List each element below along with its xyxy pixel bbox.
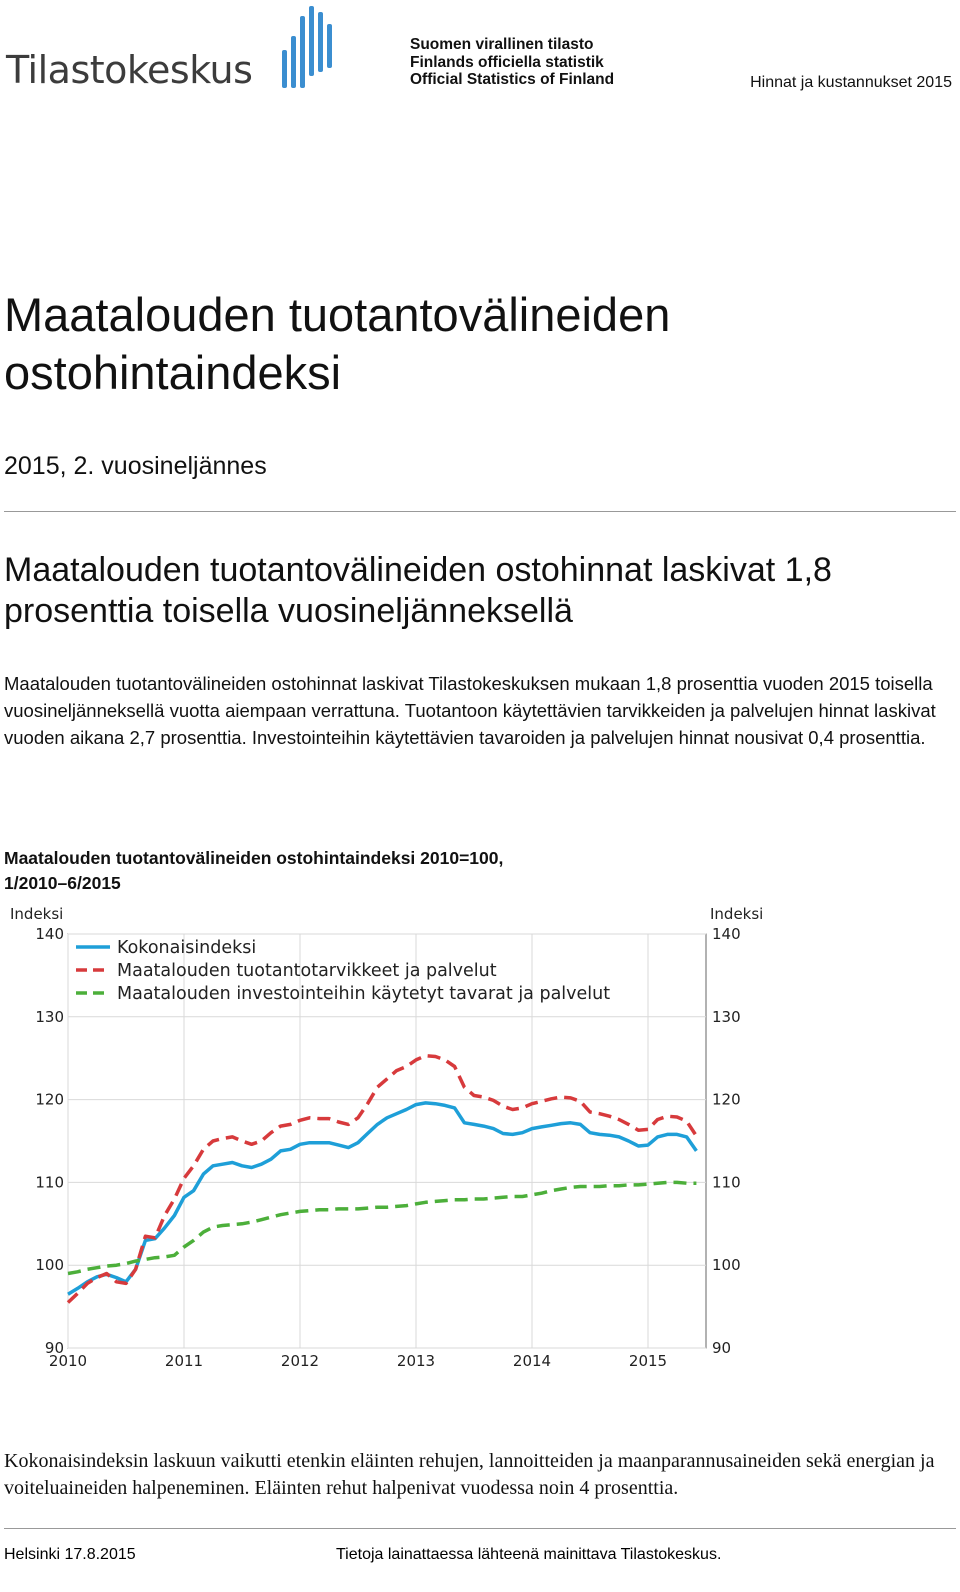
x-tick-label: 2013	[396, 1352, 436, 1370]
y-axis-label-left: Indeksi	[10, 905, 64, 923]
y-tick-label-left: 100	[35, 1256, 64, 1275]
y-tick-label-left: 110	[35, 1173, 64, 1192]
footer-citation: Tietoja lainattaessa lähteenä mainittava Tilastokeskus.	[336, 1546, 722, 1563]
lead-paragraph: Maatalouden tuotantovälineiden ostohinnat laskivat Tilastokeskuksen mukaan 1,8 prosenttia vuoden 2015 toisella vuosineljänneksellä vuotta aiempaan verrattuna. Tuotantoon käytettävien tarvikkeiden ja palvelujen hinnat laskivat vuoden aikana 2,7 prosenttia. Investointeihin käytettävien tavaroiden ja palvelujen hinnat nousivat 0,4 prosenttia.	[4, 673, 936, 748]
y-tick-label-right: 90	[712, 1339, 732, 1357]
publication-series: Hinnat ja kustannukset 2015	[750, 74, 952, 91]
footer-divider	[4, 1528, 956, 1529]
index-line-chart	[4, 900, 774, 1380]
official-line-en: Official Statistics of Finland	[410, 71, 615, 88]
logo-wordmark: Tilastokeskus	[6, 48, 253, 92]
x-tick-label: 2010	[48, 1352, 88, 1370]
official-line-sv: Finlands officiella statistik	[410, 53, 604, 71]
y-axis-label-right: Indeksi	[710, 905, 764, 923]
y-tick-label-left: 90	[44, 1339, 64, 1357]
y-tick-label-right: 100	[712, 1256, 741, 1275]
y-tick-label-left: 130	[35, 1007, 64, 1026]
reference-period: 2015, 2. vuosineljännes	[4, 452, 267, 480]
legend-label-2: Maatalouden tuotantotarvikkeet ja palvelut	[117, 961, 497, 981]
x-tick-label: 2011	[164, 1352, 204, 1370]
chart-title-line-1: Maatalouden tuotantovälineiden ostohintaindeksi 2010=100,	[4, 848, 504, 868]
legend-label-3: Maatalouden investointeihin käytetyt tavarat ja palvelut	[117, 984, 611, 1004]
chart-note: Kokonaisindeksin laskuun vaikutti etenkin eläinten rehujen, lannoitteiden ja maanparannusaineiden sekä energian ja voiteluaineiden halpeneminen. Eläinten rehut halpenivat vuodessa noin 4 prosenttia.	[4, 1450, 935, 1499]
y-tick-label-right: 110	[712, 1173, 741, 1192]
x-tick-label: 2012	[280, 1352, 320, 1370]
y-tick-label-right: 130	[712, 1007, 741, 1026]
footer-place-date: Helsinki 17.8.2015	[4, 1546, 136, 1563]
official-line-fi: Suomen virallinen tilasto	[410, 36, 594, 53]
y-tick-label-right: 140	[712, 925, 741, 943]
x-tick-label: 2014	[512, 1352, 552, 1370]
legend-label-1: Kokonaisindeksi	[117, 938, 257, 958]
y-tick-label-right: 120	[712, 1090, 741, 1109]
page-title: Maatalouden tuotantovälineiden ostohintaindeksi	[4, 288, 671, 399]
chart-title	[4, 846, 503, 896]
divider	[4, 511, 956, 512]
headline: Maatalouden tuotantovälineiden ostohinnat laskivat 1,8 prosenttia toisella vuosineljänneksellä	[4, 551, 832, 630]
chart-title-line-2: 1/2010–6/2015	[4, 873, 121, 893]
y-tick-label-left: 140	[35, 925, 64, 943]
x-tick-label: 2015	[628, 1352, 668, 1370]
official-statistics-label	[410, 36, 614, 89]
y-tick-label-left: 120	[35, 1090, 64, 1109]
